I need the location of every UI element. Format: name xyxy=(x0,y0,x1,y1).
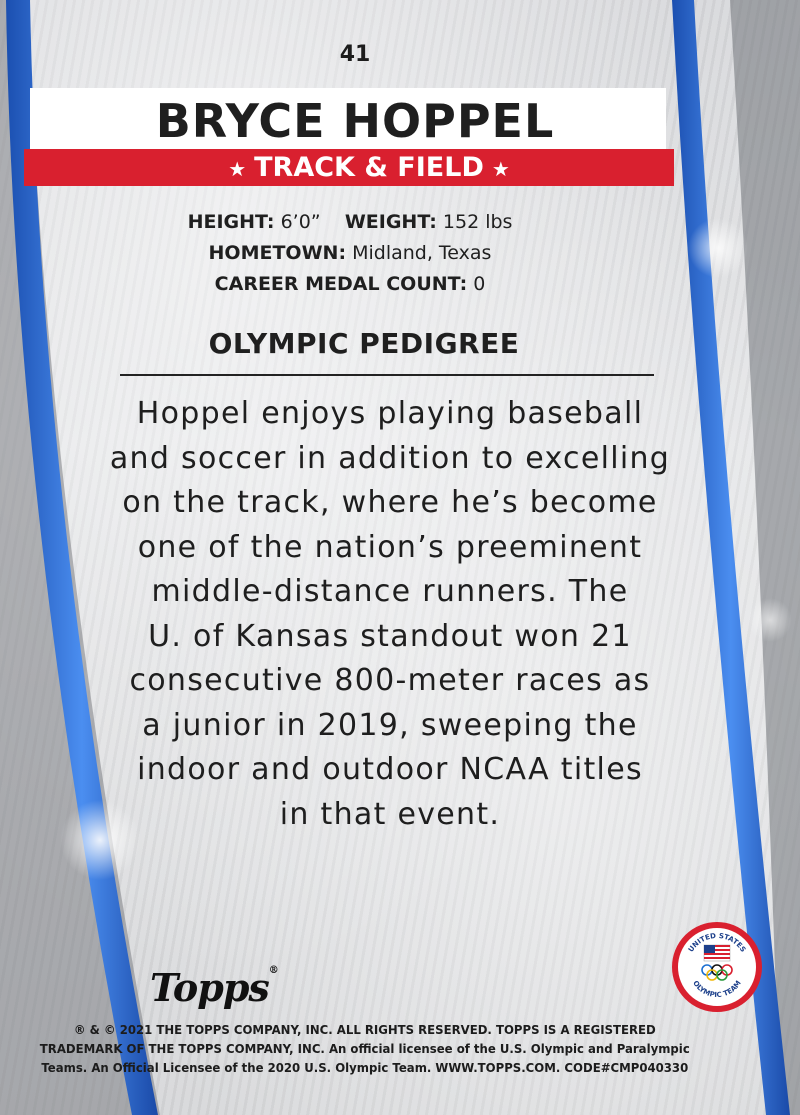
star-icon: ★ xyxy=(228,157,247,181)
height-label: HEIGHT: xyxy=(187,211,275,233)
weight-value: 152 lbs xyxy=(442,211,513,233)
stats-height-weight xyxy=(0,207,700,238)
bio-line: one of the nation’s preeminent xyxy=(137,529,643,565)
star-icon: ★ xyxy=(491,157,510,181)
hometown-label: HOMETOWN: xyxy=(208,242,347,264)
emblem-arc-bottom: OLYMPIC TEAM xyxy=(691,979,743,1000)
olympic-rings-icon xyxy=(678,928,756,1006)
footer-line: Teams. An Official Licensee of the 2020 U.S. Olympic Team. WWW.TOPPS.COM. CODE#CMP040330 xyxy=(41,1060,689,1075)
legal-footer xyxy=(30,1020,700,1077)
bio-paragraph xyxy=(60,392,720,837)
section-title: OLYMPIC PEDIGREE xyxy=(208,327,520,360)
us-olympic-team-emblem xyxy=(672,922,762,1012)
footer-line: ® & © 2021 THE TOPPS COMPANY, INC. ALL RIGHTS RESERVED. TOPPS IS A REGISTERED xyxy=(73,1022,656,1037)
registered-mark: ® xyxy=(268,965,278,976)
medal-count-label: CAREER MEDAL COUNT: xyxy=(214,273,468,295)
bio-line: a junior in 2019, sweeping the xyxy=(142,707,638,743)
sport-label: TRACK & FIELD xyxy=(254,152,484,183)
topps-logo xyxy=(150,965,278,1010)
hometown-value: Midland, Texas xyxy=(352,242,492,264)
footer-line: TRADEMARK OF THE TOPPS COMPANY, INC. An official licensee of the U.S. Olympic and Paralympic xyxy=(39,1041,690,1056)
medal-count-value: 0 xyxy=(473,273,486,295)
bio-line: U. of Kansas standout won 21 xyxy=(148,618,632,654)
bio-line: indoor and outdoor NCAA titles xyxy=(137,752,643,787)
sport-label-row xyxy=(24,149,714,186)
stats-medal-count xyxy=(0,269,700,300)
bio-line: middle-distance runners. The xyxy=(151,574,629,609)
emblem-arc-top: UNITED STATES xyxy=(686,931,748,954)
bio-line: and soccer in addition to excelling xyxy=(109,440,671,476)
svg-text:OLYMPIC TEAM xyxy=(691,979,743,999)
weight-label: WEIGHT: xyxy=(344,211,437,233)
height-value: 6’0” xyxy=(280,211,321,233)
bio-line: on the track, where he’s become xyxy=(122,485,658,520)
bio-line: in that event. xyxy=(279,796,501,832)
topps-logo-text: Topps xyxy=(150,965,269,1010)
stats-hometown xyxy=(0,238,700,269)
card-number: 41 xyxy=(339,42,371,67)
bio-line: consecutive 800-meter races as xyxy=(129,663,651,698)
player-name: BRYCE HOPPEL xyxy=(155,94,555,148)
bio-line: Hoppel enjoys playing baseball xyxy=(136,396,644,431)
section-divider xyxy=(120,374,654,376)
